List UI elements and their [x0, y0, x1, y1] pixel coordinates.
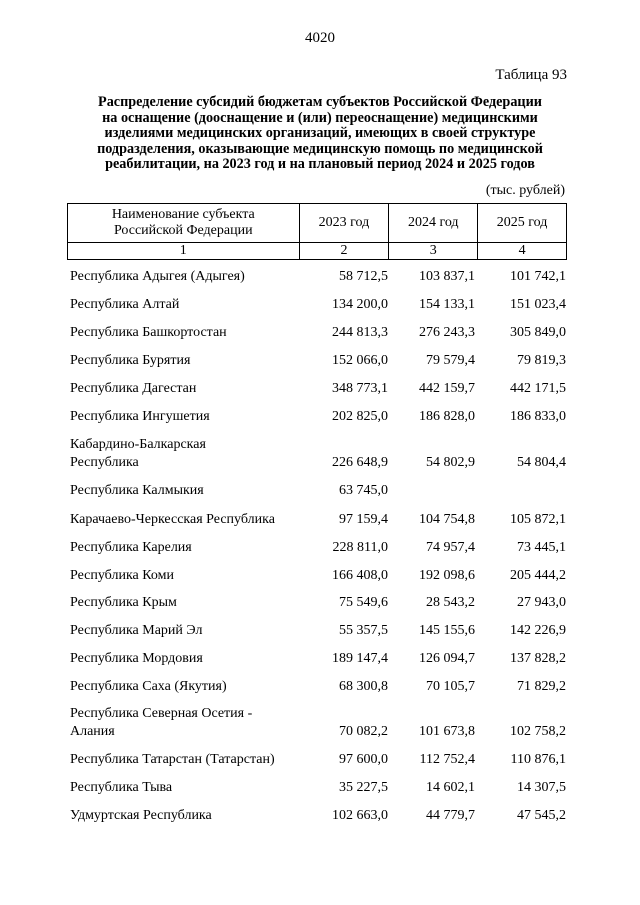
title-line: Распределение субсидий бюджетам субъектов Российской Федерации — [98, 94, 542, 110]
region-name: Республика Тыва — [70, 780, 173, 795]
region-name: Республика Алтай — [70, 297, 180, 312]
value-2025: 137 828,2 — [510, 651, 566, 666]
value-2023: 228 811,0 — [332, 540, 388, 555]
table-row — [0, 751, 640, 769]
region-name: Республика Карелия — [70, 540, 192, 555]
header-name-line1: Наименование субъекта — [111, 207, 255, 222]
value-2023: 134 200,0 — [332, 297, 388, 312]
region-name: Республика Крым — [70, 595, 177, 610]
value-2025: 151 023,4 — [510, 297, 566, 312]
value-2024: 44 779,7 — [426, 808, 475, 823]
value-2023: 97 600,0 — [339, 752, 388, 767]
value-2024: 103 837,1 — [419, 269, 475, 284]
table-row — [0, 436, 640, 472]
table-row — [0, 539, 640, 557]
column-number: 2 — [299, 243, 389, 260]
table-row — [0, 622, 640, 640]
value-2024: 101 673,8 — [419, 724, 475, 739]
value-2023: 68 300,8 — [339, 679, 388, 694]
value-2025: 142 226,9 — [510, 623, 566, 638]
value-2025: 102 758,2 — [510, 724, 566, 739]
value-2025: 186 833,0 — [510, 409, 566, 424]
table-row — [0, 594, 640, 612]
region-name-line2: Алания — [70, 724, 115, 739]
value-2023: 58 712,5 — [339, 269, 388, 284]
value-2024: 186 828,0 — [419, 409, 475, 424]
table-row — [0, 807, 640, 825]
value-2023: 189 147,4 — [332, 651, 388, 666]
value-2025: 54 804,4 — [517, 455, 566, 470]
units-label: (тыс. рублей) — [485, 183, 565, 198]
value-2023: 226 648,9 — [332, 455, 388, 470]
value-2024: 74 957,4 — [426, 540, 475, 555]
value-2025: 47 545,2 — [517, 808, 566, 823]
table-row — [0, 567, 640, 585]
value-2024: 145 155,6 — [419, 623, 475, 638]
value-2023: 166 408,0 — [332, 568, 388, 583]
region-name — [70, 705, 310, 741]
region-name: Республика Марий Эл — [70, 623, 203, 638]
region-name: Республика Мордовия — [70, 651, 203, 666]
title-line: изделиями медицинских организаций, имеющих в своей структуре — [104, 125, 536, 142]
value-2023: 70 082,2 — [339, 724, 388, 739]
value-2025: 205 444,2 — [510, 568, 566, 583]
header-name-line2: Российской Федерации — [113, 223, 253, 238]
value-2024: 70 105,7 — [426, 679, 475, 694]
value-2023: 102 663,0 — [332, 808, 388, 823]
column-number: 4 — [478, 243, 567, 260]
header-name-column — [68, 204, 300, 243]
value-2024: 54 802,9 — [426, 455, 475, 470]
region-name-line2: Республика — [70, 455, 139, 470]
table-row — [0, 268, 640, 286]
value-2024: 192 098,6 — [419, 568, 475, 583]
value-2025: 110 876,1 — [510, 752, 566, 767]
value-2024: 126 094,7 — [419, 651, 475, 666]
value-2023: 244 813,3 — [332, 325, 388, 340]
value-2024: 112 752,4 — [419, 752, 475, 767]
value-2024: 104 754,8 — [419, 512, 475, 527]
value-2024: 79 579,4 — [426, 353, 475, 368]
value-2023: 55 357,5 — [339, 623, 388, 638]
region-name: Республика Коми — [70, 568, 174, 583]
region-name-line1: Кабардино-Балкарская — [70, 437, 206, 452]
table-header — [67, 203, 567, 260]
value-2024: 14 602,1 — [426, 780, 475, 795]
table-row — [0, 380, 640, 398]
value-2024: 28 543,2 — [426, 595, 475, 610]
page-number: 4020 — [305, 30, 335, 46]
value-2025: 442 171,5 — [510, 381, 566, 396]
value-2023: 35 227,5 — [339, 780, 388, 795]
value-2023: 97 159,4 — [339, 512, 388, 527]
region-name: Республика Ингушетия — [70, 409, 210, 424]
table-row — [0, 705, 640, 741]
value-2023: 152 066,0 — [332, 353, 388, 368]
table-label: Таблица 93 — [495, 67, 567, 83]
table-row — [0, 482, 640, 500]
title-line: реабилитации, на 2023 год и на плановый период 2024 и 2025 годов — [105, 156, 535, 173]
region-name: Республика Калмыкия — [70, 483, 204, 498]
region-name: Удмуртская Республика — [70, 808, 212, 823]
region-name: Республика Адыгея (Адыгея) — [70, 269, 245, 284]
region-name: Республика Дагестан — [70, 381, 197, 396]
value-2024: 442 159,7 — [419, 381, 475, 396]
table-row — [0, 678, 640, 696]
header-2025: 2025 год — [478, 204, 567, 243]
region-name: Республика Татарстан (Татарстан) — [70, 752, 275, 767]
table-row — [0, 779, 640, 797]
value-2025: 27 943,0 — [517, 595, 566, 610]
value-2023: 63 745,0 — [339, 483, 388, 498]
value-2023: 348 773,1 — [332, 381, 388, 396]
region-name: Республика Бурятия — [70, 353, 191, 368]
table-title — [70, 95, 570, 173]
value-2025: 101 742,1 — [510, 269, 566, 284]
table-row — [0, 352, 640, 370]
table-row — [0, 408, 640, 426]
column-number: 3 — [389, 243, 478, 260]
value-2025: 71 829,2 — [517, 679, 566, 694]
value-2024: 276 243,3 — [419, 325, 475, 340]
header-2024: 2024 год — [389, 204, 478, 243]
value-2025: 79 819,3 — [517, 353, 566, 368]
value-2023: 202 825,0 — [332, 409, 388, 424]
header-2023: 2023 год — [299, 204, 389, 243]
table-row — [0, 511, 640, 529]
title-line: подразделения, оказывающие медицинскую помощь по медицинской — [97, 140, 543, 157]
value-2025: 105 872,1 — [510, 512, 566, 527]
column-number: 1 — [68, 243, 300, 260]
value-2025: 14 307,5 — [517, 780, 566, 795]
region-name: Республика Саха (Якутия) — [70, 679, 227, 694]
region-name — [70, 436, 310, 472]
table-row — [0, 296, 640, 314]
title-line: на оснащение (дооснащение и (или) переоснащение) медицинскими — [102, 109, 538, 126]
table-row — [0, 324, 640, 342]
value-2024: 154 133,1 — [419, 297, 475, 312]
region-name: Карачаево-Черкесская Республика — [70, 512, 275, 527]
region-name-line1: Республика Северная Осетия - — [70, 706, 253, 721]
value-2025: 73 445,1 — [517, 540, 566, 555]
value-2025: 305 849,0 — [510, 325, 566, 340]
value-2023: 75 549,6 — [339, 595, 388, 610]
region-name: Республика Башкортостан — [70, 325, 227, 340]
table-row — [0, 650, 640, 668]
